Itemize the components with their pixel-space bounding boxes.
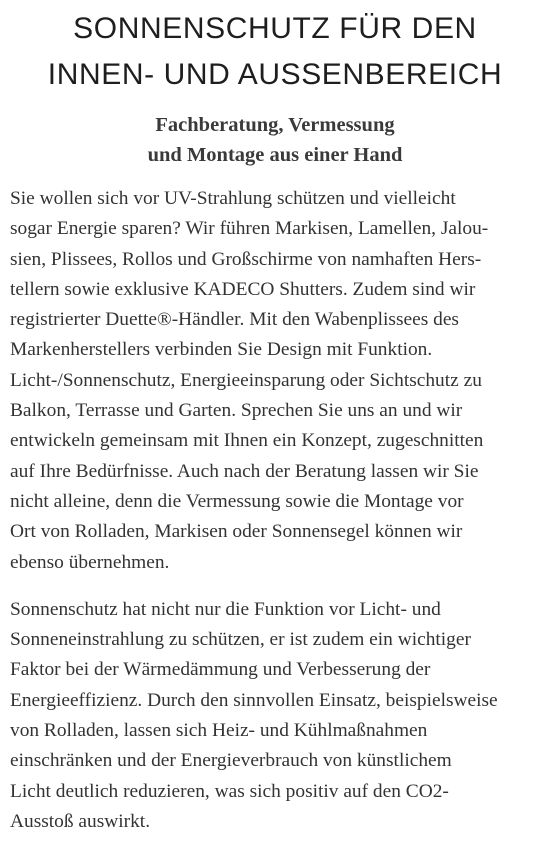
text-line: Energieeffizienz. Durch den sinnvollen Einsatz, beispielsweise [10, 689, 498, 711]
text-line: Ausstoß auswirkt. [10, 810, 151, 832]
text-line: Sonnenschutz hat nicht nur die Funktion vor Licht- und [10, 598, 441, 620]
text-line: nicht alleine, denn die Vermessung sowie die Montage vor [10, 490, 464, 512]
text-line: einschränken und der Energieverbrauch von künstlichem [10, 750, 452, 772]
page-title-line: INNEN- UND AUSSENBEREICH [47, 58, 503, 91]
text-line: sien, Plissees, Rollos und Großschirme von namhaften Hers- [10, 248, 482, 270]
page-subtitle-line: und Montage aus einer Hand [147, 144, 403, 166]
text-line: auf Ihre Bedürfnisse. Auch nach der Beratung lassen wir Sie [10, 460, 479, 482]
text-line: sogar Energie sparen? Wir führen Markisen, Lamellen, Jalou- [10, 218, 489, 240]
text-line: ebenso übernehmen. [10, 551, 170, 573]
text-line: Markenherstellers verbinden Sie Design mit Funktion. [10, 339, 433, 361]
text-line: Licht deutlich reduzieren, was sich positiv auf den CO2- [10, 780, 449, 802]
text-line: tellern sowie exklusive KADECO Shutters. Zudem sind wir [10, 278, 476, 300]
intro-paragraph [10, 184, 550, 578]
page-subtitle-line: Fachberatung, Vermessung [155, 114, 395, 136]
page-title [0, 0, 550, 98]
text-line: entwickeln gemeinsam mit Ihnen ein Konzept, zugeschnitten [10, 430, 484, 452]
text-line: Sonneneinstrahlung zu schützen, er ist zudem ein wichtiger [10, 629, 471, 651]
text-line: registrierter Duette®-Händler. Mit den Wabenplissees des [10, 309, 459, 331]
text-line: Licht-/Sonnenschutz, Energieeinsparung oder Sichtschutz zu [10, 369, 482, 391]
text-line: Balkon, Terrasse und Garten. Sprechen Sie uns an und wir [10, 400, 463, 422]
benefits-paragraph [10, 595, 550, 837]
text-line: Ort von Rolladen, Markisen oder Sonnensegel können wir [10, 521, 463, 543]
text-line: Sie wollen sich vor UV-Strahlung schützen und vielleicht [10, 188, 456, 209]
body-text [0, 184, 550, 837]
page-title-line: SONNENSCHUTZ FÜR DEN [73, 12, 477, 45]
text-line: von Rolladen, lassen sich Heiz- und Kühlmaßnahmen [10, 720, 428, 742]
text-line: Faktor bei der Wärmedämmung und Verbesserung der [10, 659, 431, 681]
page-subtitle [0, 110, 550, 170]
